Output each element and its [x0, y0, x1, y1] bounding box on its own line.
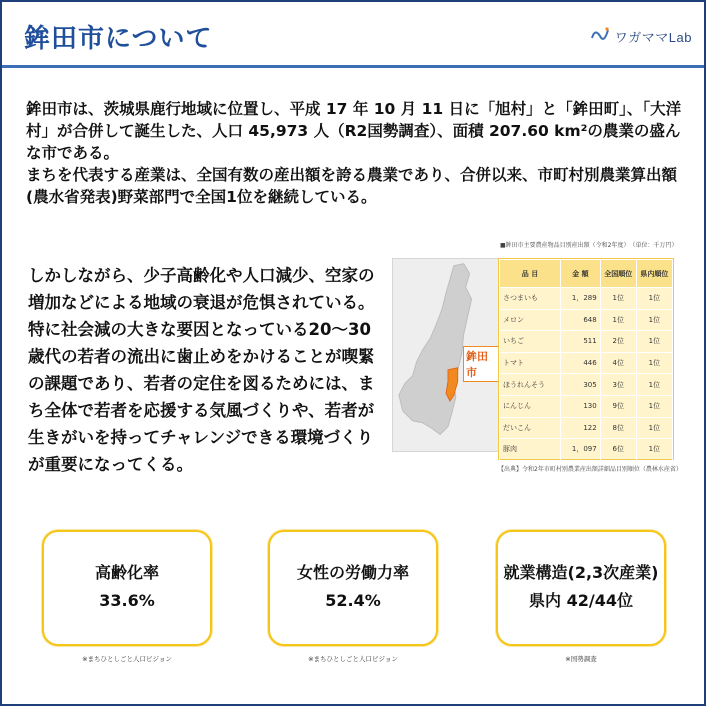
- prefecture-shape: [399, 264, 472, 435]
- table-header-row: [500, 260, 673, 288]
- cell-national-rank: 3位: [600, 374, 636, 396]
- cell-prefecture-rank: 1位: [636, 439, 672, 461]
- cell-prefecture-rank: 1位: [636, 288, 672, 310]
- stat-label: 就業構造(2,3次産業): [503, 563, 659, 582]
- cell-amount: 122: [561, 417, 601, 439]
- cell-item: 豚肉: [500, 439, 561, 461]
- stat-source-note: ※まちひとしごと人口ビジョン: [308, 655, 398, 663]
- cell-national-rank: 1位: [600, 309, 636, 331]
- stat-value: 52.4%: [325, 591, 381, 610]
- logo-mark-icon: [588, 24, 612, 48]
- cell-amount: 446: [561, 352, 601, 374]
- stat-value: 33.6%: [99, 591, 155, 610]
- cell-national-rank: 8位: [600, 417, 636, 439]
- table-row: [500, 331, 673, 353]
- header-item: 品 目: [500, 260, 561, 288]
- cell-prefecture-rank: 1位: [636, 309, 672, 331]
- cell-item: トマト: [500, 352, 561, 374]
- header-national-rank: 全国順位: [600, 260, 636, 288]
- page-title: 鉾田市について: [24, 24, 213, 54]
- cell-amount: 1，289: [561, 288, 601, 310]
- cell-item: いちご: [500, 331, 561, 353]
- table-row: [500, 417, 673, 439]
- cell-national-rank: 9位: [600, 395, 636, 417]
- cell-national-rank: 6位: [600, 439, 636, 461]
- table-row: [500, 288, 673, 310]
- cell-prefecture-rank: 1位: [636, 374, 672, 396]
- logo-text: ワガママLab: [614, 29, 692, 45]
- cell-amount: 648: [561, 309, 601, 331]
- intro-paragraph-1: 鉾田市は、茨城県鹿行地域に位置し、平成 17 年 10 月 11 日に「旭村」と「鉾田町」、「大洋村」が合併して誕生した、人口 45,973 人（R2国勢調査）、面積 207.60 km²の農業の盛んな市である。: [26, 100, 682, 162]
- header-prefecture-rank: 県内順位: [636, 260, 672, 288]
- cell-amount: 305: [561, 374, 601, 396]
- table-caption: ■鉾田市主要農産物品目別産出額（令和2年度） （単位：千万円）: [500, 242, 678, 249]
- cell-prefecture-rank: 1位: [636, 331, 672, 353]
- cell-item: メロン: [500, 309, 561, 331]
- header-amount: 金 額: [561, 260, 601, 288]
- stat-source-note: ※国勢調査: [565, 655, 597, 663]
- stat-label: 高齢化率: [94, 563, 159, 582]
- table-row: [500, 352, 673, 374]
- intro-paragraph-2: まちを代表する産業は、全国有数の産出額を誇る農業であり、合併以来、市町村別農業算出額(農水省発表)野菜部門で全国1位を継続している。: [26, 166, 678, 206]
- cell-item: さつまいも: [500, 288, 561, 310]
- cell-national-rank: 1位: [600, 288, 636, 310]
- cell-amount: 511: [561, 331, 601, 353]
- stat-card-aging-rate: [42, 530, 212, 646]
- table-row: [500, 374, 673, 396]
- stat-value: 県内 42/44位: [529, 591, 633, 610]
- cell-prefecture-rank: 1位: [636, 395, 672, 417]
- cell-item: ほうれんそう: [500, 374, 561, 396]
- intro-text: [26, 98, 686, 208]
- header: [2, 2, 704, 68]
- problem-statement: しかしながら、少子高齢化や人口減少、空家の増加などによる地域の衰退が危惧されている。特に社会減の大きな要因となっている20～30歳代の若者の流出に歯止めをかけることが喫緊の課題であり、若者の定住を図るためには、まち全体で若者を応援する気風づくりや、若者が生きがいを持ってチャレンジできる環境づくりが重要になってくる。: [28, 266, 375, 474]
- cell-item: にんじん: [500, 395, 561, 417]
- cell-amount: 130: [561, 395, 601, 417]
- stat-label: 女性の労働力率: [296, 563, 409, 582]
- hokota-label: 鉾田市: [463, 346, 499, 382]
- table-row: [500, 309, 673, 331]
- cell-item: だいこん: [500, 417, 561, 439]
- crop-table-wrap: [498, 258, 674, 460]
- cell-prefecture-rank: 1位: [636, 417, 672, 439]
- cell-amount: 1，097: [561, 439, 601, 461]
- ibaraki-map: [392, 258, 500, 452]
- cell-prefecture-rank: 1位: [636, 352, 672, 374]
- table-row: [500, 439, 673, 461]
- stat-source-note: ※まちひとしごと人口ビジョン: [82, 655, 172, 663]
- stat-card-employment-structure: [496, 530, 666, 646]
- table-row: [500, 395, 673, 417]
- logo: [588, 24, 692, 48]
- crop-table: [499, 259, 673, 461]
- cell-national-rank: 4位: [600, 352, 636, 374]
- cell-national-rank: 2位: [600, 331, 636, 353]
- stat-card-female-labor-rate: [268, 530, 438, 646]
- table-source: 【出典】令和2年市町村別農業産出額詳細品目別順位（農林水産省）: [498, 466, 682, 473]
